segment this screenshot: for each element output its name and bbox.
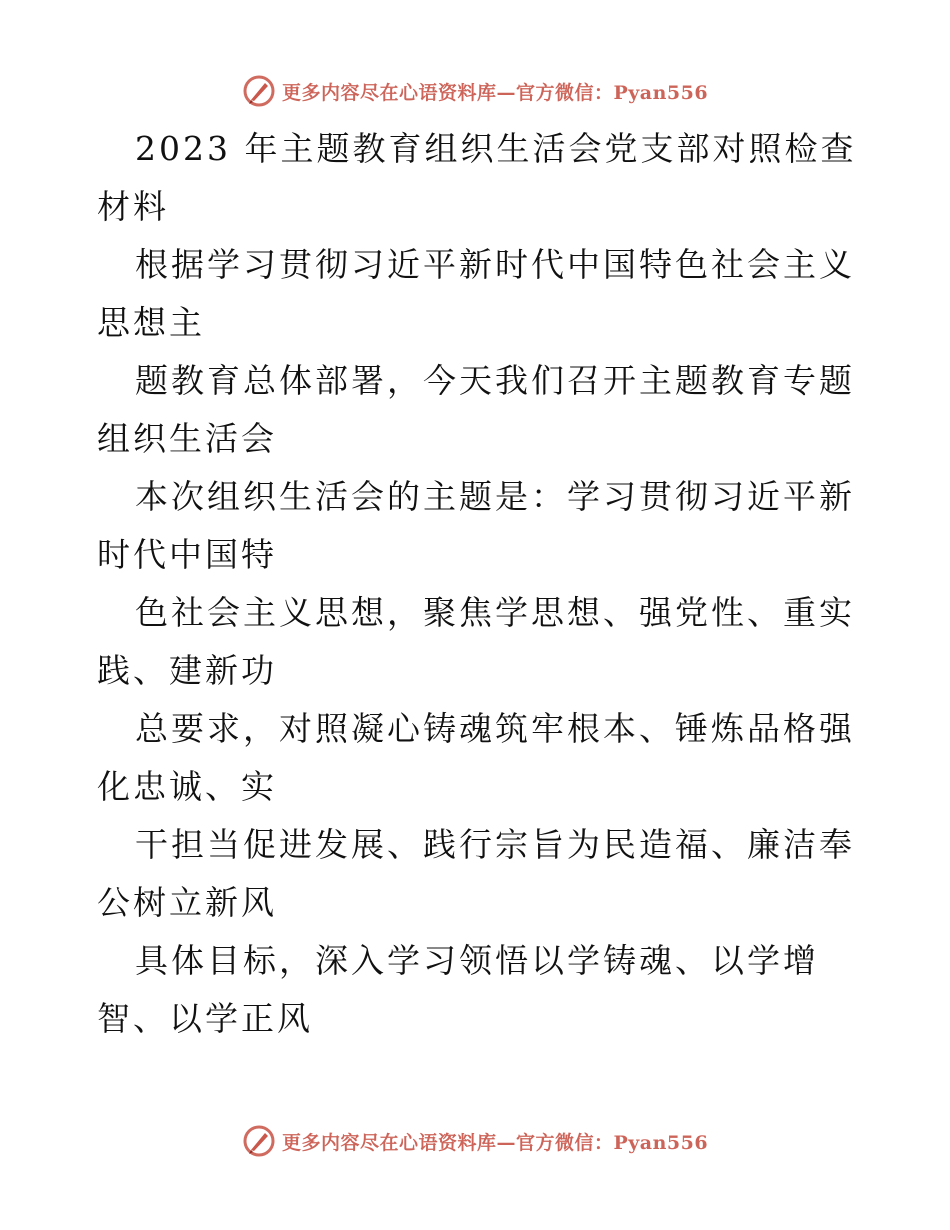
paragraph-line: 题教育总体部署，今天我们召开主题教育专题组织生活会 — [97, 361, 855, 458]
paragraph-line: 干担当促进发展、践行宗旨为民造福、廉洁奉公树立新风 — [97, 825, 855, 922]
paragraph-line: 总要求，对照凝心铸魂筑牢根本、锤炼品格强化忠诚、实 — [97, 709, 855, 806]
document-body — [97, 120, 857, 1048]
paragraph-line: 根据学习贯彻习近平新时代中国特色社会主义思想主 — [97, 245, 855, 342]
paragraph-line: 本次组织生活会的主题是：学习贯彻习近平新时代中国特 — [97, 477, 855, 574]
watermark-text: 更多内容尽在心语资料库—官方微信：Pyan556 — [281, 81, 709, 104]
document-title: 2023 年主题教育组织生活会党支部对照检查材料 — [97, 129, 857, 226]
quill-pen-logo-icon — [242, 1124, 276, 1158]
watermark-text: 更多内容尽在心语资料库—官方微信：Pyan556 — [281, 1131, 709, 1154]
quill-pen-logo-icon — [242, 74, 276, 108]
header-watermark — [0, 71, 950, 111]
paragraph-line: 具体目标，深入学习领悟以学铸魂、以学增智、以学正风 — [97, 941, 819, 1038]
footer-watermark — [0, 1121, 950, 1161]
paragraph-line: 色社会主义思想，聚焦学思想、强党性、重实践、建新功 — [97, 593, 855, 690]
